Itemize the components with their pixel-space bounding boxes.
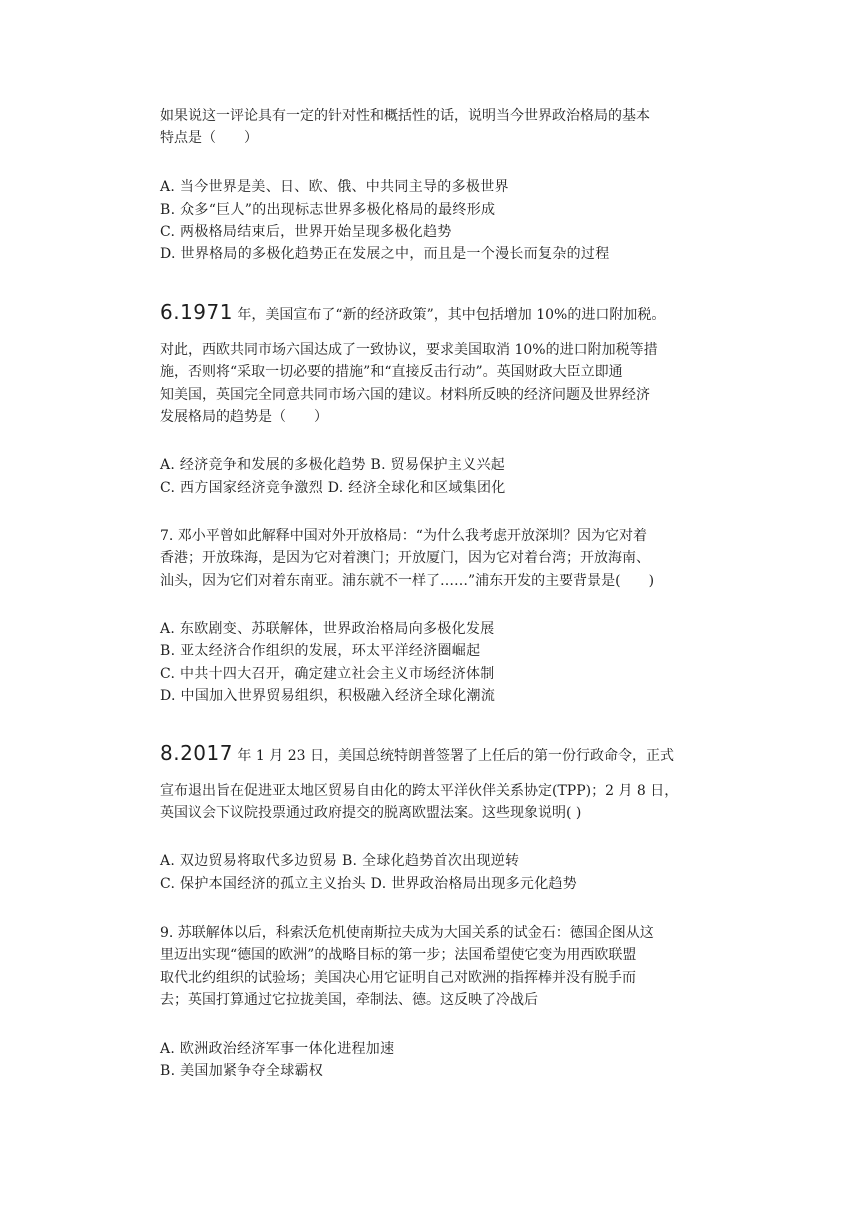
q7-stem-line-2: 香港；开放珠海，是因为它对着澳门；开放厦门，因为它对着台湾；开放海南、: [160, 550, 650, 566]
q9-stem-line-3: 取代北约组织的试验场；美国决心用它证明自己对欧洲的指挥棒并没有脱手而: [160, 970, 636, 986]
q7-stem-line-3: 汕头，因为它们对着东南亚。浦东就不一样了……”浦东开发的主要背景是( ): [160, 573, 655, 589]
q7-stem-line-1: 7. 邓小平曾如此解释中国对外开放格局：“为什么我考虑开放深圳？因为它对着: [160, 528, 647, 544]
q9-stem-line-2: 里迈出实现“德国的欧洲”的战略目标的第一步；法国希望使它变为用西欧联盟: [160, 947, 637, 963]
q8-stem-line-1: 宣布退出旨在促进亚太地区贸易自由化的跨太平洋伙伴关系协定(TPP)；2 月 8 日，: [160, 783, 679, 799]
q6-stem-line-4: 发展格局的趋势是（ ）: [160, 409, 328, 425]
q8-first-line: [160, 743, 674, 766]
q6-option-cd: C. 西方国家经济竞争激烈 D. 经济全球化和区域集团化: [160, 480, 506, 496]
q8-option-ab: A. 双边贸易将取代多边贸易 B. 全球化趋势首次出现逆转: [160, 853, 520, 869]
q9-option-b: B. 美国加紧争夺全球霸权: [160, 1063, 324, 1079]
q7-option-a: A. 东欧剧变、苏联解体，世界政治格局向多极化发展: [160, 621, 495, 637]
q5-stem-line-1: 如果说这一评论具有一定的针对性和概括性的话，说明当今世界政治格局的基本: [160, 108, 650, 124]
q8-stem-line-2: 英国议会下议院投票通过政府提交的脱离欧盟法案。这些现象说明( ): [160, 805, 582, 821]
q9-option-a: A. 欧洲政治经济军事一体化进程加速: [160, 1041, 395, 1057]
q5-stem-line-2: 特点是（ ）: [160, 130, 258, 146]
q9-stem-line-4: 去；英国打算通过它拉拢美国，牵制法、德。这反映了冷战后: [160, 992, 538, 1008]
q6-stem-line-3: 知美国，英国完全同意共同市场六国的建议。材料所反映的经济问题及世界经济: [160, 387, 650, 403]
q8-first-line-text: 年 1 月 23 日，美国总统特朗普签署了上任后的第一份行政命令，正式: [232, 748, 674, 764]
q7-option-b: B. 亚太经济合作组织的发展，环太平洋经济圈崛起: [160, 643, 481, 659]
q7-option-d: D. 中国加入世界贸易组织，积极融入经济全球化潮流: [160, 688, 496, 704]
q8-option-cd: C. 保护本国经济的孤立主义抬头 D. 世界政治格局出现多元化趋势: [160, 876, 578, 892]
q5-option-c: C. 两极格局结束后，世界开始呈现多极化趋势: [160, 224, 452, 240]
q5-option-b: B. 众多“巨人”的出现标志世界多极化格局的最终形成: [160, 202, 496, 218]
q6-stem-line-1: 对此，西欧共同市场六国达成了一致协议，要求美国取消 10%的进口附加税等措: [160, 342, 658, 358]
q6-number: 6.1971: [160, 300, 233, 324]
q6-first-line-text: 年，美国宣布了“新的经济政策”，其中包括增加 10%的进口附加税。: [232, 307, 666, 323]
q6-first-line: [160, 302, 665, 325]
q5-option-a: A. 当今世界是美、日、欧、俄、中共同主导的多极世界: [160, 179, 509, 195]
q5-option-d: D. 世界格局的多极化趋势正在发展之中，而且是一个漫长而复杂的过程: [160, 246, 610, 262]
q6-stem-line-2: 施，否则将“采取一切必要的措施”和“直接反击行动”。英国财政大臣立即通: [160, 364, 623, 380]
q6-option-ab: A. 经济竞争和发展的多极化趋势 B. 贸易保护主义兴起: [160, 457, 506, 473]
q7-option-c: C. 中共十四大召开，确定建立社会主义市场经济体制: [160, 666, 495, 682]
q9-stem-line-1: 9. 苏联解体以后，科索沃危机使南斯拉夫成为大国关系的试金石：德国企图从这: [160, 925, 654, 941]
q8-number: 8.2017: [160, 741, 233, 765]
